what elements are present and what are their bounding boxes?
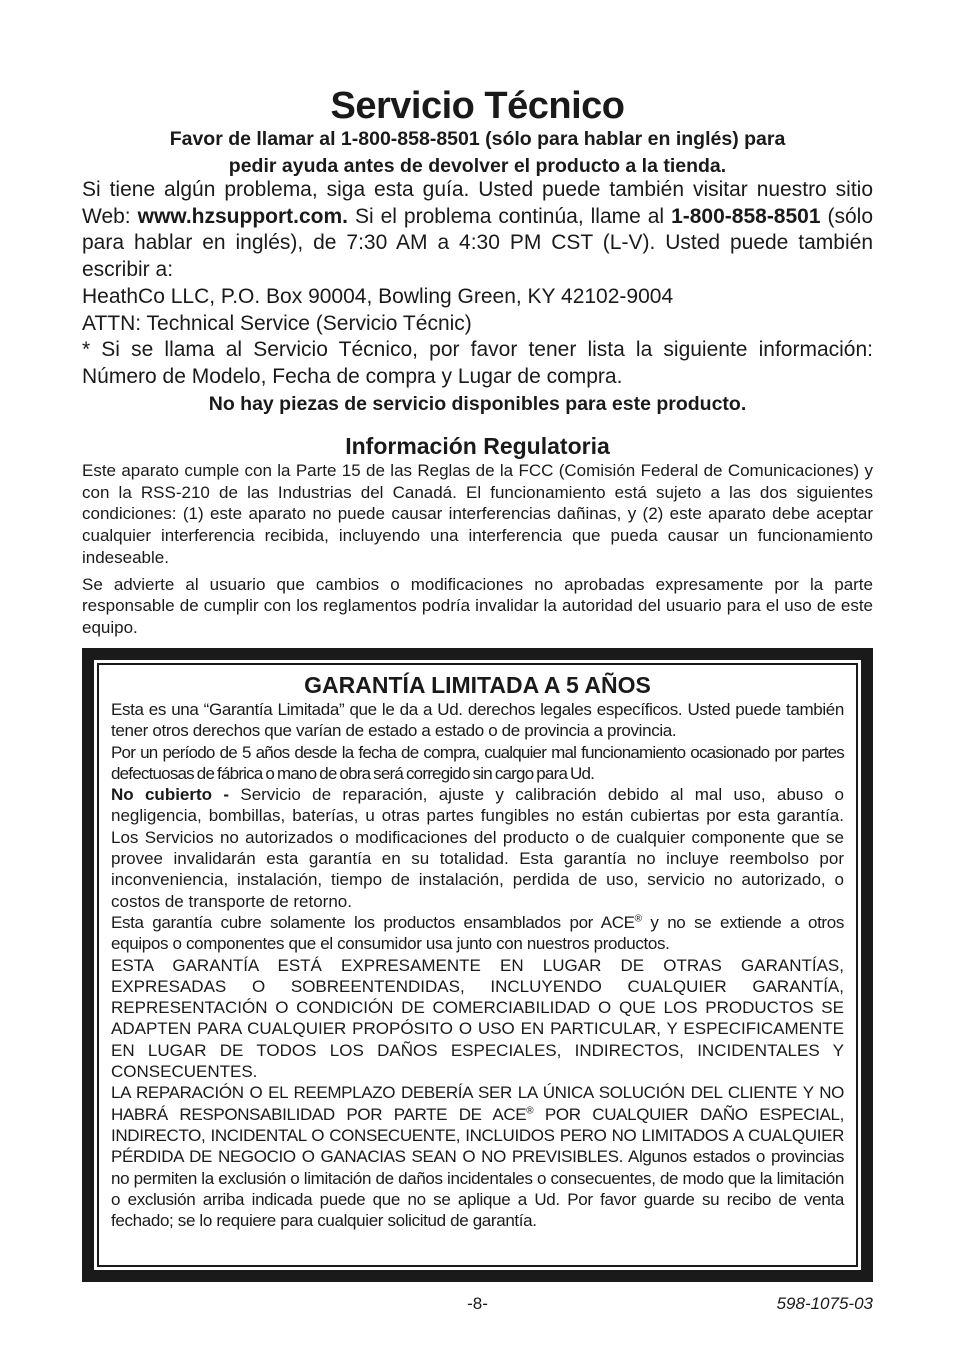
regulatory-paragraph-2: Se advierte al usuario que cambios o modificaciones no aprobadas expresamente por la parte responsable de cumplir con los reglamentos podría invalidar la autoridad del usuario para el uso de este equipo. [82,574,873,637]
warranty-paragraph-3 [111,784,844,912]
registered-mark-2: ® [526,1104,534,1116]
warranty-paragraph-4 [111,912,844,955]
warranty-paragraph-6 [111,1082,844,1231]
regulatory-paragraph-1: Este aparato cumple con la Parte 15 de las Reglas de la FCC (Comisión Federal de Comunicaciones) y con la RSS-210 de las Industrias del Canadá. El funcionamiento está sujeto a las dos siguientes condiciones: (1) este aparato no puede causar interferencias dañinas, y (2) este aparato debe aceptar cualquier interferencia recibida, incluyendo una interferencia que pueda causar un funcionamiento indeseable. [82,461,873,567]
support-website-link[interactable]: www.hzsupport.com. [137,204,348,228]
registered-mark: ® [634,913,642,925]
remedy-text-b: POR CUALQUIER DAÑO ESPECIAL, INDIRECTO, INCIDENTAL O CONSECUENTE, INCLUIDOS PERO NO LIMITADOS A CUALQUIER PÉRDIDA DE NEGOCIO O GANACIAS SEAN O NO PREVISIBLES. Algunos estados o provincias no permiten la exclusión o limitación de daños incidentales o consecuentes, de modo que la limitación o exclusión arriba indicada puede que no se aplique a Ud. Por favor guarde su recibo de venta fechado; se lo requiere para cualquier solicitud de garantía. [111,1104,844,1231]
page-number: -8- [467,1294,488,1313]
remedy-text-a: LA REPARACIÓN O EL REEMPLAZO DEBERÍA SER LA ÚNICA SOLUCIÓN DEL CLIENTE Y NO HABRÁ RESPONSABILIDAD POR PARTE DE ACE [111,1083,844,1124]
call-instruction-line-1: Favor de llamar al 1-800-858-8501 (sólo para hablar en inglés) para [169,128,786,150]
service-intro [82,177,873,391]
not-covered-label: No cubierto - [111,785,230,805]
service-intro-paragraph [82,177,873,284]
document-code: 598-1075-03 [776,1294,873,1313]
no-parts-notice: No hay piezas de servicio disponibles para este producto. [208,393,747,415]
coverage-text-a: Esta garantía cubre solamente los productos ensamblados por ACE [111,912,635,932]
support-phone-number: 1-800-858-8501 [671,204,821,228]
attention-line: ATTN: Technical Service (Servicio Técnic) [82,311,472,335]
warranty-body [111,699,844,1231]
call-instruction [82,126,873,180]
coverage-text-b: y no se extiende a otros equipos o componentes que el consumidor usa junto con nuestros productos. [111,912,845,954]
intro-text-a: Si tiene algún problema, siga esta guía. Usted puede también visitar nuestro sitio Web: [82,178,873,228]
warranty-paragraph-5: ESTA GARANTÍA ESTÁ EXPRESAMENTE EN LUGAR DE OTRAS GARANTÍAS, EXPRESADAS O SOBREENTENDIDAS, INCLUYENDO CUALQUIER GARANTÍA, REPRESENTACIÓN O CONDICIÓN DE COMERCIABILIDAD O QUE LOS PRODUCTOS SE ADAPTEN PARA CUALQUIER PROPÓSITO O USO EN PARTICULAR, Y ESPECIFICAMENTE EN LUGAR DE TODOS LOS DAÑOS ESPECIALES, INDIRECTOS, INCIDENTALES Y CONSECUENTES. [111,955,844,1082]
not-covered-text: Servicio de reparación, ajuste y calibración debido al mal uso, abuso o negligencia, bombillas, baterías, u otras partes fungibles no están cubiertas por esta garantía. Los Servicios no autorizados o modificaciones del producto o de cualquier componente que se provee invalidarán esta garantía en su totalidad. Esta garantía no incluye reembolso por inconveniencia, instalación, tiempo de instalación, perdida de uso, servicio no autorizado, o costos de transporte de retorno. [111,785,844,911]
page-title: Servicio Técnico [330,85,625,127]
warranty-paragraph-2: Por un período de 5 años desde la fecha de compra, cualquier mal funcionamiento ocasionado por partes defectuosas de fábrica o mano de obra será corregido sin cargo para Ud. [111,742,844,783]
call-instruction-line-2: pedir ayuda antes de devolver el producto a la tienda. [228,155,727,177]
intro-text-b: Si el problema continúa, llame al [348,204,672,228]
regulatory-title: Información Regulatoria [345,433,610,459]
regulatory-body [82,460,873,644]
warranty-title: GARANTÍA LIMITADA A 5 AÑOS [304,672,651,698]
service-note: * Si se llama al Servicio Técnico, por favor tener lista la siguiente información: Número de Modelo, Fecha de compra y Lugar de compra. [82,338,873,388]
warranty-paragraph-1: Esta es una “Garantía Limitada” que le da a Ud. derechos legales específicos. Usted puede también tener otros derechos que varían de estado a estado o de provincia a provincia. [111,700,844,741]
intro-text-c: (sólo para hablar en inglés), de 7:30 AM a 4:30 PM CST (L-V). Usted puede también escribir a: [82,204,874,282]
mailing-address: HeathCo LLC, P.O. Box 90004, Bowling Green, KY 42102-9004 [82,284,674,308]
